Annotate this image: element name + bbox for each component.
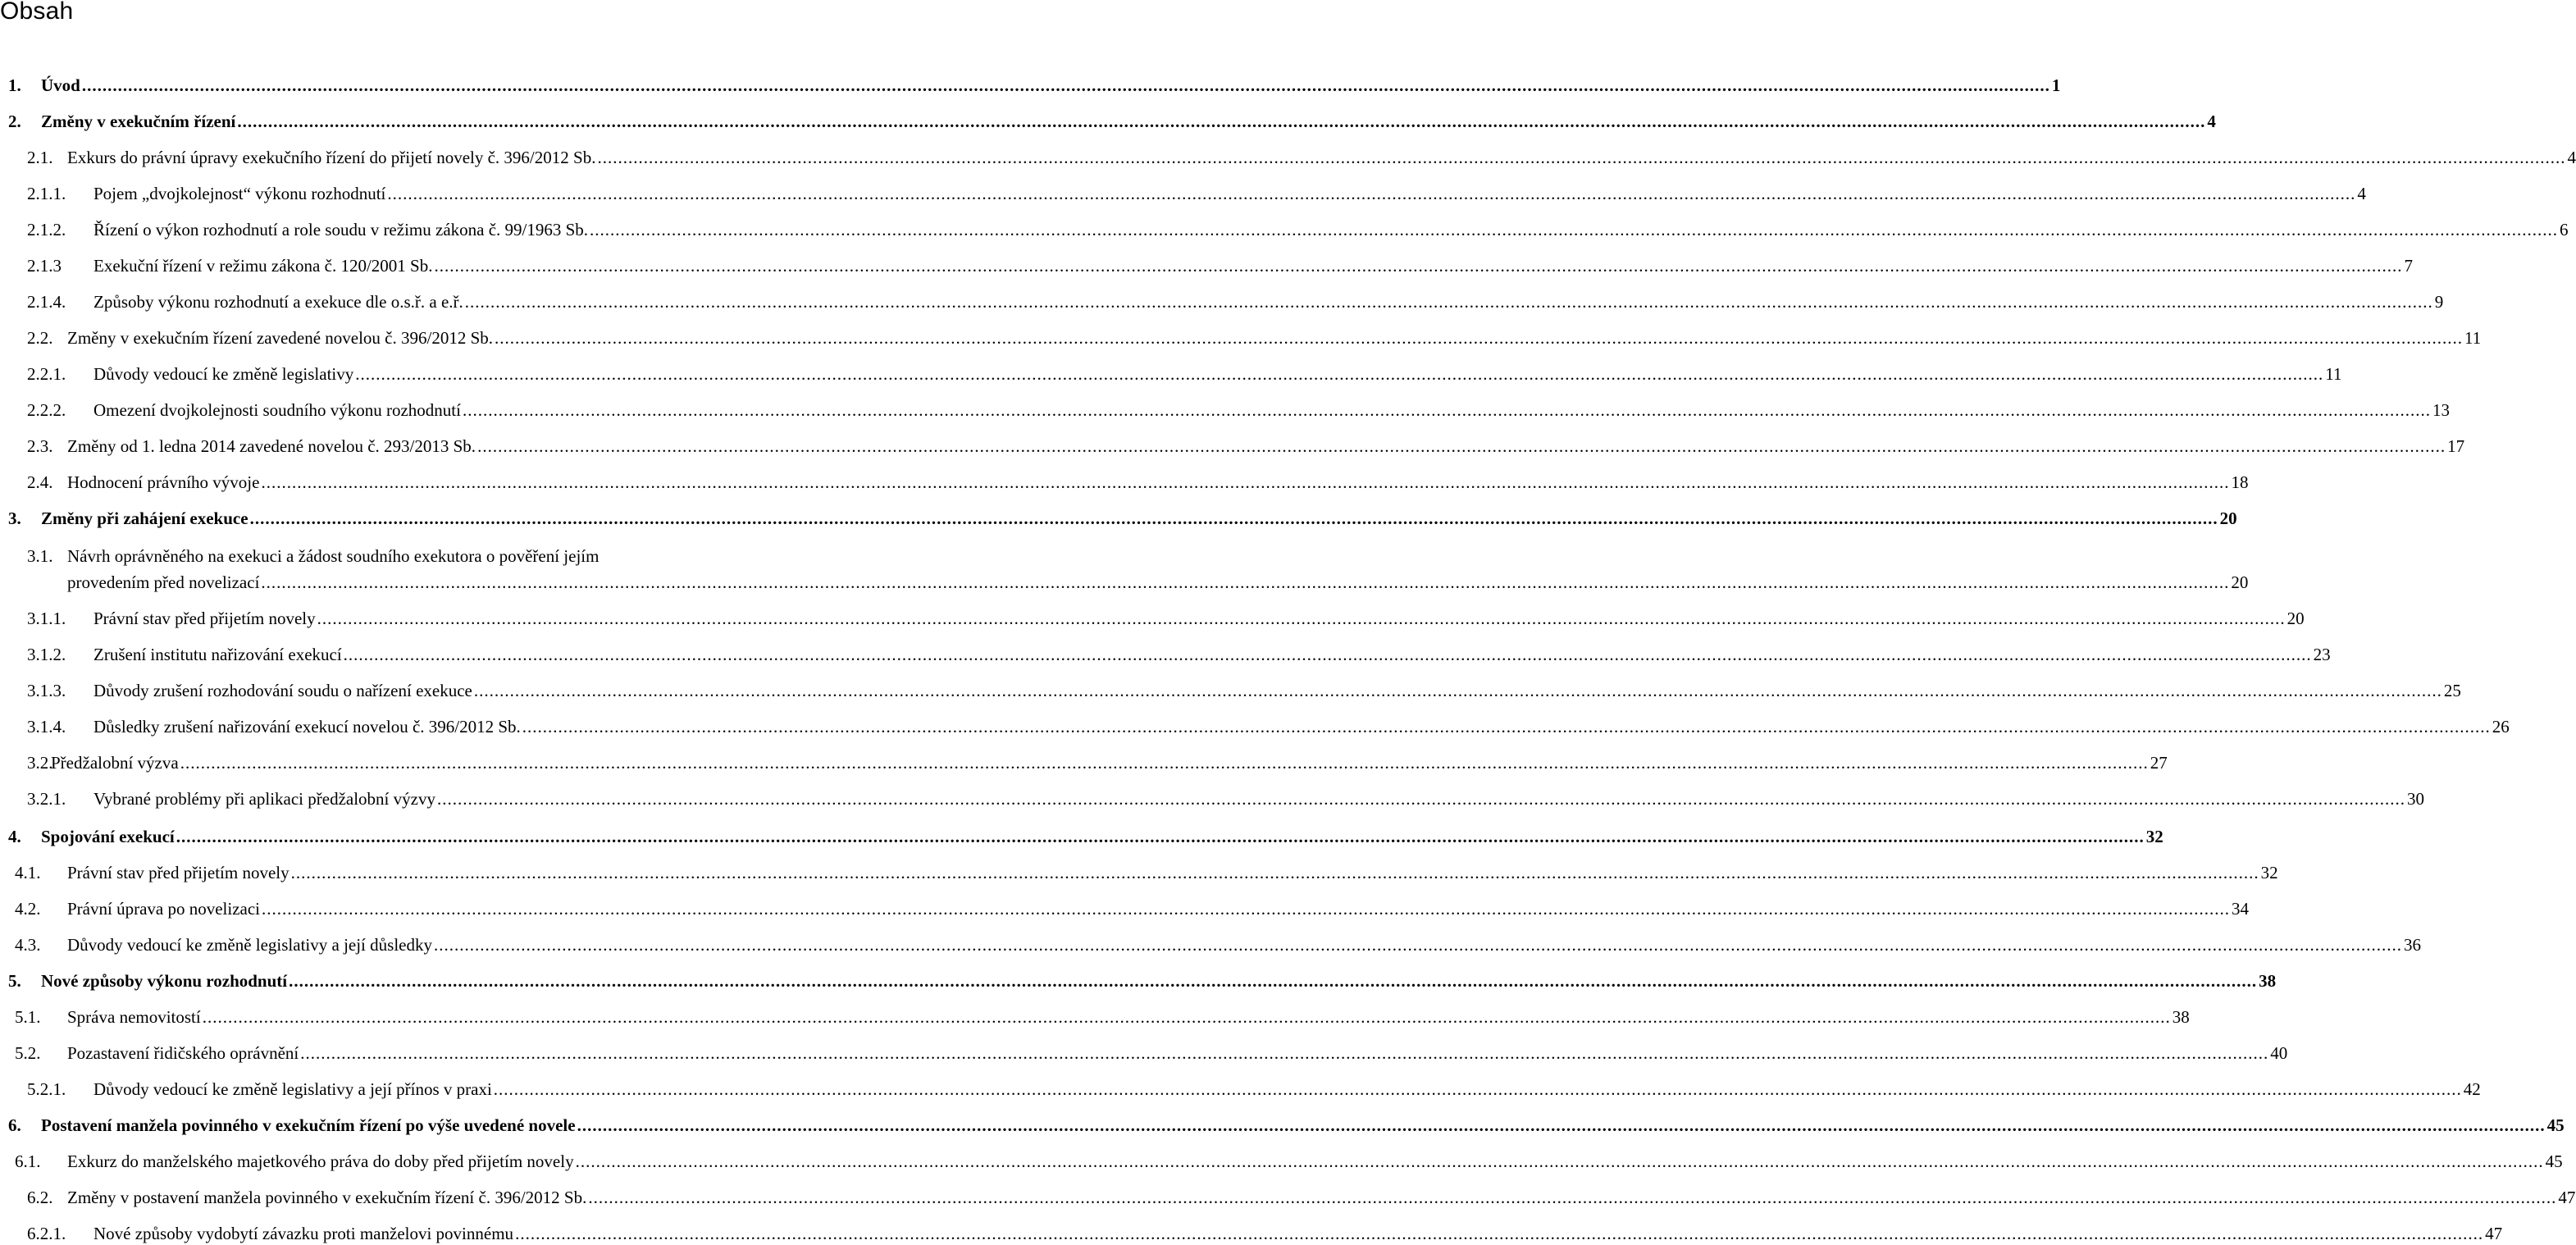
toc-entry[interactable] <box>0 679 2461 702</box>
toc-entry-title-continued: provedením před novelizací <box>67 572 260 592</box>
toc-entry-page-number: 6 <box>2560 220 2569 239</box>
toc-entry-title: Způsoby výkonu rozhodnutí a exekuce dle o.s.ř. a e.ř. <box>93 292 463 312</box>
toc-entry-number: 3.2. <box>27 753 53 773</box>
toc-entry-title: Pozastavení řidičského oprávnění <box>67 1043 299 1063</box>
toc-entry-title: Exekuční řízení v režimu zákona č. 120/2001 Sb. <box>93 256 433 276</box>
dot-leader: ................................................................................................................................................................................................................................................................................................................................................................................................ <box>493 1079 2462 1099</box>
dot-leader: ................................................................................................................................................................................................................................................................................................................................................................................................ <box>462 400 2431 420</box>
dot-leader: ................................................................................................................................................................................................................................................................................................................................................................................................ <box>495 328 2464 348</box>
toc-entry[interactable] <box>0 1222 2503 1245</box>
toc-entry-page-number: 18 <box>2231 472 2249 492</box>
toc-entry-number: 3.1. <box>27 546 53 566</box>
toc-entry-number: 5.2. <box>15 1043 41 1063</box>
toc-entry-page-number: 20 <box>2219 508 2237 528</box>
toc-entry[interactable] <box>0 825 2163 848</box>
dot-leader: ................................................................................................................................................................................................................................................................................................................................................................................................ <box>176 827 2145 846</box>
dot-leader: ................................................................................................................................................................................................................................................................................................................................................................................................ <box>464 292 2433 312</box>
toc-entry-page-number: 26 <box>2492 717 2510 737</box>
toc-entry-page-number: 38 <box>2172 1007 2190 1027</box>
dot-leader: ................................................................................................................................................................................................................................................................................................................................................................................................ <box>343 645 2312 664</box>
toc-entry-page-number: 4 <box>2567 148 2576 167</box>
toc-entry-title: Omezení dvojkolejnosti soudního výkonu rozhodnutí <box>93 400 461 420</box>
dot-leader: ................................................................................................................................................................................................................................................................................................................................................................................................ <box>180 753 2149 773</box>
toc-entry-page-number: 11 <box>2464 328 2482 348</box>
toc-entry[interactable] <box>0 607 2305 630</box>
toc-entry[interactable] <box>0 254 2413 277</box>
toc-entry-number: 1. <box>8 75 21 95</box>
toc-entry-number: 2.1.3 <box>27 256 62 276</box>
toc-entry[interactable] <box>0 643 2331 666</box>
toc-entry-title: Předžalobní výzva <box>51 753 179 773</box>
toc-entry-page-number: 30 <box>2406 789 2424 809</box>
toc-entry-number: 3.1.1. <box>27 609 66 628</box>
toc-entry[interactable] <box>0 435 2465 458</box>
dot-leader: ................................................................................................................................................................................................................................................................................................................................................................................................ <box>262 899 2230 919</box>
toc-entry-title: Změny v exekučním řízení zavedené novelou č. 396/2012 Sb. <box>67 328 494 348</box>
toc-entry[interactable] <box>0 363 2342 385</box>
toc-entry-number: 2.2. <box>27 328 53 348</box>
dot-leader: ................................................................................................................................................................................................................................................................................................................................................................................................ <box>317 609 2286 628</box>
toc-entry-page-number: 17 <box>2447 436 2465 456</box>
toc-entry-number: 5.2.1. <box>27 1079 66 1099</box>
dot-leader: ................................................................................................................................................................................................................................................................................................................................................................................................ <box>577 1115 2546 1135</box>
dot-leader: ................................................................................................................................................................................................................................................................................................................................................................................................ <box>261 572 2230 592</box>
toc-entry-page-number: 4 <box>2357 184 2366 203</box>
toc-entry-page-number: 45 <box>2546 1115 2565 1135</box>
toc-entry-title: Spojování exekucí <box>41 827 175 846</box>
toc-entry-title: Právní stav před přijetím novely <box>93 609 316 628</box>
toc-entry[interactable] <box>0 326 2482 349</box>
toc-entry-page-number: 25 <box>2443 681 2461 700</box>
toc-entry-title: Změny při zahájení exekuce <box>41 508 248 528</box>
dot-leader: ................................................................................................................................................................................................................................................................................................................................................................................................ <box>522 717 2491 737</box>
toc-entry-number: 2.4. <box>27 472 53 492</box>
toc-entry-number: 5.1. <box>15 1007 41 1027</box>
toc-entry-page-number: 47 <box>2558 1188 2576 1207</box>
toc-entry-page-number: 13 <box>2432 400 2450 420</box>
toc-entry[interactable] <box>0 751 2168 774</box>
toc-entry[interactable] <box>0 1114 2565 1137</box>
toc-entry-number: 2. <box>8 112 21 131</box>
toc-entry-page-number: 20 <box>2231 572 2249 592</box>
toc-entry-title: Správa nemovitostí <box>67 1007 201 1027</box>
toc-entry-page-number: 4 <box>2207 112 2216 131</box>
toc-entry[interactable] <box>0 471 2249 494</box>
toc-entry-title: Pojem „dvojkolejnost“ výkonu rozhodnutí <box>93 184 386 203</box>
dot-leader: ................................................................................................................................................................................................................................................................................................................................................................................................ <box>290 863 2259 882</box>
toc-entry[interactable] <box>0 218 2569 241</box>
dot-leader: ................................................................................................................................................................................................................................................................................................................................................................................................ <box>300 1043 2269 1063</box>
toc-entry[interactable] <box>0 969 2277 992</box>
toc-entry-number: 5. <box>8 971 21 991</box>
toc-entry-page-number: 40 <box>2270 1043 2288 1063</box>
toc-entry-number: 6.2. <box>27 1188 53 1207</box>
toc-entry-page-number: 34 <box>2232 899 2249 919</box>
toc-entry-title: Důvody vedoucí ke změně legislativy <box>93 364 354 384</box>
toc-entry-page-number: 7 <box>2404 256 2413 276</box>
toc-entry-number: 2.2.1. <box>27 364 66 384</box>
dot-leader: ................................................................................................................................................................................................................................................................................................................................................................................................ <box>237 112 2206 131</box>
toc-entry-page-number: 23 <box>2313 645 2331 664</box>
dot-leader: ................................................................................................................................................................................................................................................................................................................................................................................................ <box>249 508 2218 528</box>
toc-entry-number: 3.1.4. <box>27 717 66 737</box>
toc-entry-title: Exkurs do právní úpravy exekučního řízení do přijetí novely č. 396/2012 Sb. <box>67 148 596 167</box>
dot-leader: ................................................................................................................................................................................................................................................................................................................................................................................................ <box>590 220 2559 239</box>
toc-entry[interactable] <box>0 74 2061 97</box>
toc-entry-title: Exkurz do manželského majetkového práva do doby před přijetím novely <box>67 1152 574 1171</box>
dot-leader: ................................................................................................................................................................................................................................................................................................................................................................................................ <box>515 1224 2484 1243</box>
toc-entry[interactable] <box>0 399 2450 422</box>
dot-leader: ................................................................................................................................................................................................................................................................................................................................................................................................ <box>387 184 2356 203</box>
toc-entry-title: Změny v exekučním řízení <box>41 112 236 131</box>
toc-entry[interactable] <box>0 787 2424 810</box>
toc-entry-title: Hodnocení právního vývoje <box>67 472 260 492</box>
toc-entry[interactable] <box>0 1150 2563 1173</box>
dot-leader: ................................................................................................................................................................................................................................................................................................................................................................................................ <box>81 75 2050 95</box>
toc-entry[interactable] <box>0 1006 2190 1028</box>
toc-entry-page-number: 36 <box>2403 935 2421 955</box>
toc-entry-page-number: 42 <box>2463 1079 2481 1099</box>
toc-entry-page-number: 11 <box>2325 364 2342 384</box>
toc-entry-title: Důvody vedoucí ke změně legislativy a její přínos v praxi <box>93 1079 492 1099</box>
toc-entry-title: Řízení o výkon rozhodnutí a role soudu v režimu zákona č. 99/1963 Sb. <box>93 220 589 239</box>
toc-entry-title: Změny od 1. ledna 2014 zavedené novelou č. 293/2013 Sb. <box>67 436 476 456</box>
toc-entry[interactable] <box>0 1186 2576 1209</box>
toc-entry-page-number: 45 <box>2545 1152 2563 1171</box>
toc-entry-page-number: 32 <box>2145 827 2163 846</box>
toc-entry-page-number: 38 <box>2259 971 2277 991</box>
dot-leader: ................................................................................................................................................................................................................................................................................................................................................................................................ <box>473 681 2442 700</box>
dot-leader: ................................................................................................................................................................................................................................................................................................................................................................................................ <box>597 148 2566 167</box>
toc-entry-title: Zrušení institutu nařizování exekucí <box>93 645 342 664</box>
toc-entry-title: Změny v postavení manžela povinného v exekučním řízení č. 396/2012 Sb. <box>67 1188 587 1207</box>
toc-entry-page-number: 20 <box>2286 609 2305 628</box>
toc-entry-number: 6. <box>8 1115 21 1135</box>
toc-entry-title: Úvod <box>41 75 80 95</box>
toc-entry-number: 4.3. <box>15 935 41 955</box>
toc-entry-page-number: 1 <box>2051 75 2061 95</box>
toc-entry[interactable] <box>0 1078 2481 1101</box>
toc-entry-title: Důvody zrušení rozhodování soudu o nařízení exekuce <box>93 681 472 700</box>
toc-entry[interactable] <box>0 507 2237 530</box>
toc-entry[interactable] <box>0 861 2278 884</box>
toc-entry-title: Vybrané problémy při aplikaci předžalobní výzvy <box>93 789 435 809</box>
toc-entry[interactable] <box>0 897 2249 920</box>
toc-entry-page-number: 32 <box>2260 863 2278 882</box>
dot-leader: ................................................................................................................................................................................................................................................................................................................................................................................................ <box>289 971 2258 991</box>
toc-entry-number: 3.1.3. <box>27 681 66 700</box>
toc-entry-number: 6.2.1. <box>27 1224 66 1243</box>
toc-entry-page-number: 47 <box>2485 1224 2503 1243</box>
toc-entry-title: Nové způsoby vydobytí závazku proti manželovi povinnému <box>93 1224 514 1243</box>
dot-leader: ................................................................................................................................................................................................................................................................................................................................................................................................ <box>436 789 2405 809</box>
toc-entry-title: Nové způsoby výkonu rozhodnutí <box>41 971 288 991</box>
toc-entry-number: 2.1. <box>27 148 53 167</box>
page-title: Obsah <box>0 0 74 25</box>
toc-entry-title: Návrh oprávněného na exekuci a žádost soudního exekutora o pověření jejím <box>67 546 600 566</box>
dot-leader: ................................................................................................................................................................................................................................................................................................................................................................................................ <box>477 436 2446 456</box>
toc-entry-number: 3.1.2. <box>27 645 66 664</box>
dot-leader: ................................................................................................................................................................................................................................................................................................................................................................................................ <box>588 1188 2557 1207</box>
toc-entry-number: 2.1.2. <box>27 220 66 239</box>
toc-entry[interactable] <box>0 933 2421 956</box>
toc-entry[interactable] <box>0 715 2510 738</box>
dot-leader: ................................................................................................................................................................................................................................................................................................................................................................................................ <box>434 256 2403 276</box>
toc-entry[interactable] <box>0 545 2249 594</box>
dot-leader: ................................................................................................................................................................................................................................................................................................................................................................................................ <box>202 1007 2171 1027</box>
toc-entry[interactable] <box>0 110 2216 133</box>
toc-entry-number: 6.1. <box>15 1152 41 1171</box>
toc-entry-title: Právní úprava po novelizaci <box>67 899 260 919</box>
toc-entry-number: 2.1.4. <box>27 292 66 312</box>
toc-entry-number: 4.2. <box>15 899 41 919</box>
toc-entry[interactable] <box>0 146 2576 169</box>
dot-leader: ................................................................................................................................................................................................................................................................................................................................................................................................ <box>355 364 2324 384</box>
toc-entry-number: 2.3. <box>27 436 53 456</box>
toc-entry[interactable] <box>0 1042 2288 1065</box>
toc-entry-number: 2.1.1. <box>27 184 66 203</box>
toc-entry-number: 3. <box>8 508 21 528</box>
toc-entry[interactable] <box>0 182 2366 205</box>
dot-leader: ................................................................................................................................................................................................................................................................................................................................................................................................ <box>575 1152 2544 1171</box>
toc-entry-page-number: 9 <box>2434 292 2444 312</box>
toc-entry-number: 2.2.2. <box>27 400 66 420</box>
toc-entry-title: Postavení manžela povinného v exekučním řízení po výše uvedené novele <box>41 1115 576 1135</box>
toc-entry-title: Právní stav před přijetím novely <box>67 863 290 882</box>
toc-entry-number: 4.1. <box>15 863 41 882</box>
dot-leader: ................................................................................................................................................................................................................................................................................................................................................................................................ <box>261 472 2230 492</box>
dot-leader: ................................................................................................................................................................................................................................................................................................................................................................................................ <box>433 935 2402 955</box>
toc-entry-title: Důsledky zrušení nařizování exekucí novelou č. 396/2012 Sb. <box>93 717 521 737</box>
toc-entry-page-number: 27 <box>2150 753 2168 773</box>
toc-entry[interactable] <box>0 290 2444 313</box>
toc-entry-title: Důvody vedoucí ke změně legislativy a její důsledky <box>67 935 432 955</box>
toc-entry-number: 4. <box>8 827 21 846</box>
toc-entry-number: 3.2.1. <box>27 789 66 809</box>
